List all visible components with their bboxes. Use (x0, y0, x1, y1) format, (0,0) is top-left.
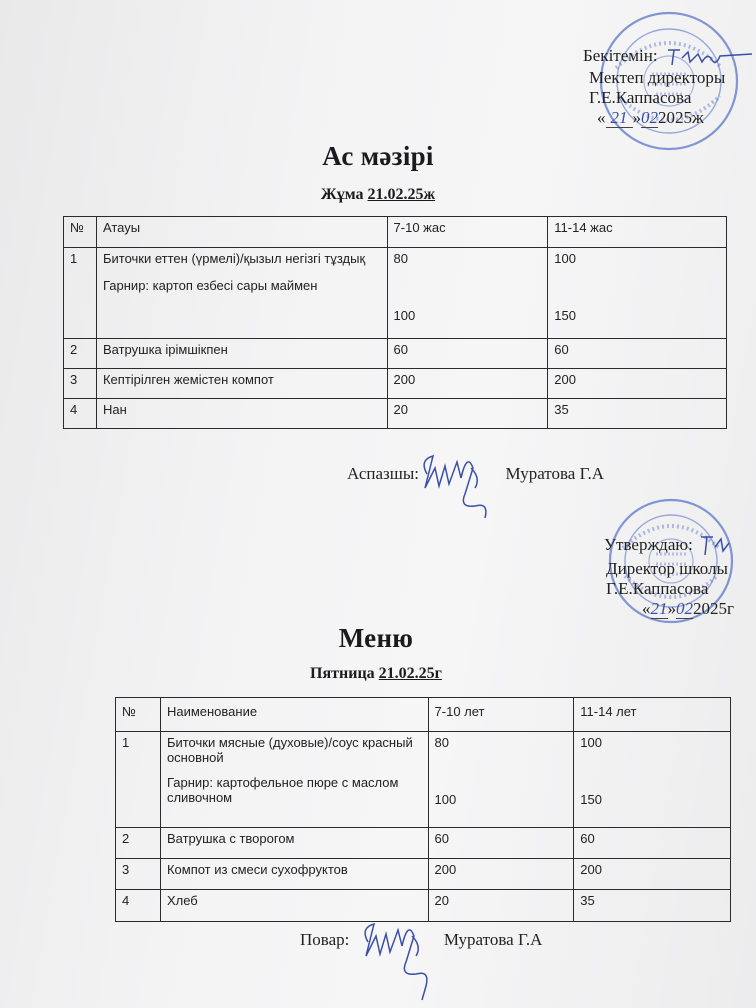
table-row (116, 828, 731, 859)
table-header-row (64, 217, 727, 248)
row-portion-7-10: 20 (387, 399, 548, 429)
cook-label: Повар: (300, 930, 350, 949)
approval-line: Бекітемін: (583, 46, 754, 68)
header-num: № (116, 698, 161, 732)
row-portion-11-14: 200 (574, 859, 731, 890)
cook-signature-kz (415, 448, 505, 528)
row-name: Ватрушка ірімшікпен (96, 339, 387, 369)
row-num: 4 (116, 890, 161, 922)
row-portion-7-10: 200 (387, 369, 548, 399)
row-name: Нан (96, 399, 387, 429)
header-name: Наименование (160, 698, 428, 732)
row-portion-7-10: 200 (428, 859, 574, 890)
row-portion-7-10: 20 (428, 890, 574, 922)
table-row (116, 890, 731, 922)
menu-subtitle-kz: Жұма 21.02.25ж (320, 186, 436, 203)
cook-signature-ru (356, 918, 446, 1004)
approval-date: «21»022025г (642, 599, 734, 618)
row-num: 4 (64, 399, 97, 429)
table-row (64, 369, 727, 399)
row-num: 2 (64, 339, 97, 369)
approval-date: « 21 »022025ж (597, 108, 704, 128)
menu-title-kz: Ас мәзірі (322, 141, 434, 171)
table-row (64, 248, 727, 339)
cook-label: Аспазшы: (347, 464, 419, 483)
approval-position: Мектеп директоры (589, 68, 726, 88)
cook-name: Муратова Г.А (443, 930, 543, 949)
table-row (116, 732, 731, 828)
approval-director-name: Г.Е.Каппасова (606, 579, 709, 598)
row-portion-11-14: 100 150 (548, 248, 727, 339)
approval-block-ru (604, 533, 734, 619)
row-num: 3 (64, 369, 97, 399)
header-age-7-10: 7-10 лет (428, 698, 574, 732)
row-name: Ватрушка с творогом (160, 828, 428, 859)
row-portion-11-14: 200 (548, 369, 727, 399)
row-portion-7-10: 60 (387, 339, 548, 369)
header-age-7-10: 7-10 жас (387, 217, 548, 248)
header-name: Атауы (96, 217, 387, 248)
row-num: 1 (64, 248, 97, 339)
approval-director-name: Г.Е.Каппасова (589, 88, 692, 108)
table-row (116, 859, 731, 890)
header-num: № (64, 217, 97, 248)
row-name: Биточки мясные (духовые)/соус красный основной Гарнир: картофельное пюре с маслом сливочном (160, 732, 428, 828)
row-name: Хлеб (160, 890, 428, 922)
header-age-11-14: 11-14 лет (574, 698, 731, 732)
approval-line: Утверждаю: (604, 533, 734, 559)
menu-table-ru (115, 697, 731, 922)
table-row (64, 399, 727, 429)
approval-position: Директор школы (606, 559, 728, 578)
row-portion-11-14: 60 (574, 828, 731, 859)
director-signature-kz (664, 46, 754, 68)
row-name: Кептірілген жемістен компот (96, 369, 387, 399)
approval-block-kz (583, 46, 754, 128)
cook-name: Муратова Г.А (505, 464, 605, 483)
row-name: Биточки еттен (үрмелі)/қызыл негізгі тұздық Гарнир: картоп езбесі сары маймен (96, 248, 387, 339)
table-header-row (116, 698, 731, 732)
header-age-11-14: 11-14 жас (548, 217, 727, 248)
row-portion-11-14: 35 (548, 399, 727, 429)
row-num: 1 (116, 732, 161, 828)
menu-title-ru: Меню (338, 623, 414, 653)
director-signature-ru (699, 533, 731, 559)
row-portion-7-10: 80 100 (387, 248, 548, 339)
row-portion-11-14: 100 150 (574, 732, 731, 828)
menu-table-kz (63, 216, 727, 429)
row-num: 2 (116, 828, 161, 859)
row-portion-7-10: 60 (428, 828, 574, 859)
row-name: Компот из смеси сухофруктов (160, 859, 428, 890)
table-row (64, 339, 727, 369)
row-portion-11-14: 60 (548, 339, 727, 369)
row-portion-11-14: 35 (574, 890, 731, 922)
row-portion-7-10: 80 100 (428, 732, 574, 828)
menu-subtitle-ru: Пятница 21.02.25г (310, 665, 442, 682)
row-num: 3 (116, 859, 161, 890)
